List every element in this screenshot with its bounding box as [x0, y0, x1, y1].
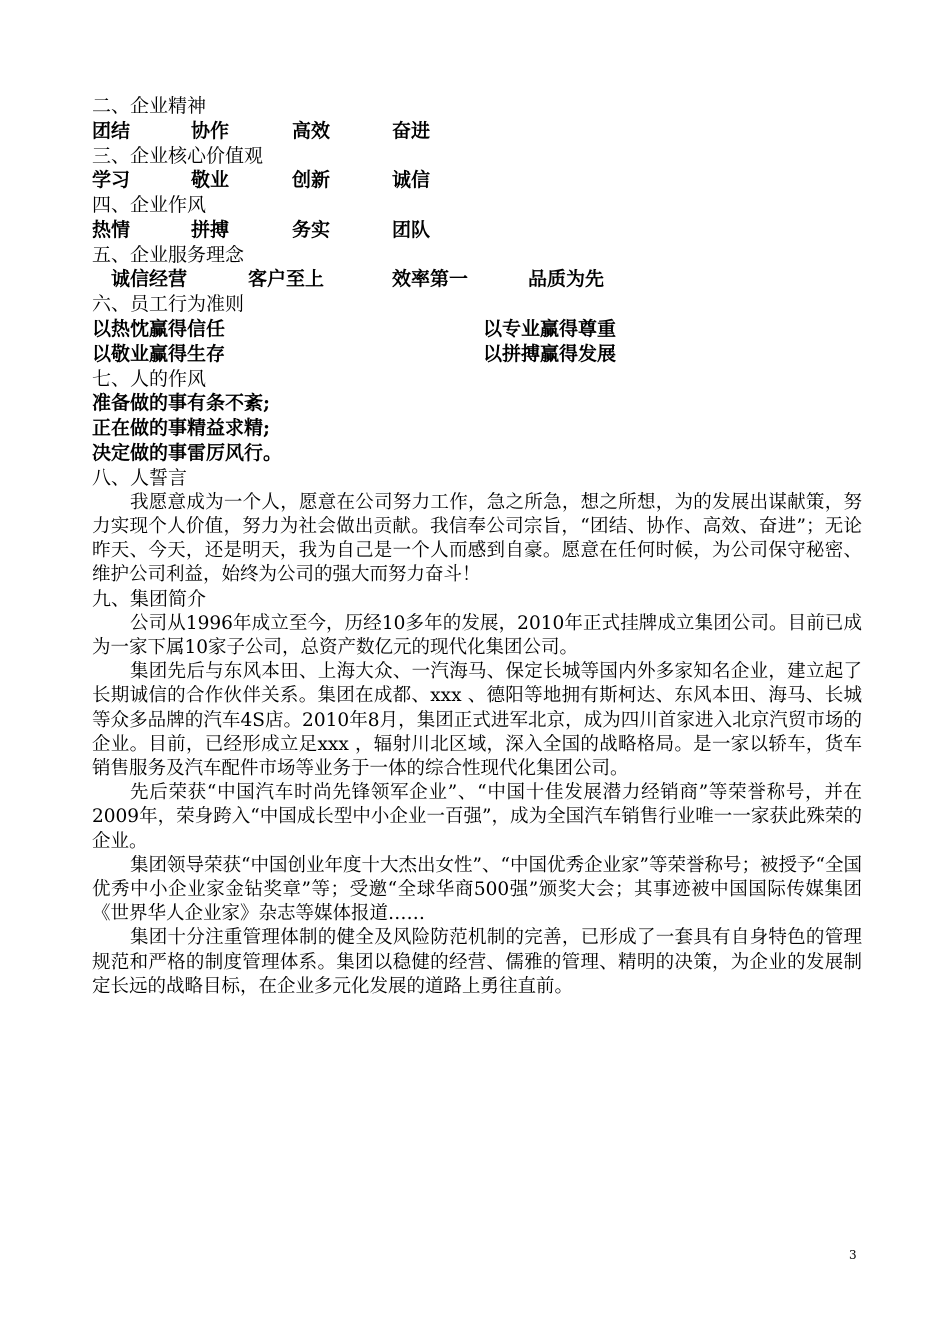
people-style-line: 准备做的事有条不紊;	[92, 392, 271, 414]
conduct-item: 以热忱赢得信任	[92, 317, 226, 340]
style-item: 务实	[292, 218, 331, 241]
style-item: 团队	[392, 218, 431, 241]
service-item: 品质为先	[528, 268, 605, 290]
spirit-item: 高效	[292, 119, 331, 142]
conduct-item: 以专业赢得尊重	[483, 317, 617, 340]
spirit-item: 团结	[92, 119, 131, 142]
values-item: 创新	[292, 169, 331, 191]
service-item: 客户至上	[248, 268, 325, 290]
oath-paragraph: 我愿意成为一个人，愿意在公司努力工作，急之所急，想之所想，为的发展出谋献策，努力实现个人价值，努力为社会做出贡献。我信奉公司宗旨，“团结、协作、高效、奋进”；无论昨天、今天，还是明天，我为自己是一个人而感到自豪。愿意在任何时候，为公司保守秘密、维护公司利益，始终为公司的强大而努力奋斗！	[92, 491, 862, 586]
intro-paragraph: 集团先后与东风本田、上海大众、一汽海马、保定长城等国内外多家知名企业，建立起了长期诚信的合作伙伴关系。集团在成都、xxx 、德阳等地拥有斯柯达、东风本田、海马、长城等众多品牌的汽车4S店。2010年8月，集团正式进军北京，成为四川首家进入北京汽贸市场的企业。目前，已经形成立足xxx ，辐射川北区域，深入全国的战略格局。是一家以轿车，货车销售服务及汽车配件市场等业务于一体的综合性现代化集团公司。	[92, 661, 862, 780]
style-item: 拼搏	[191, 218, 230, 241]
heading-employee-conduct: 六、员工行为准则	[92, 293, 245, 315]
conduct-item: 以拼搏赢得发展	[483, 342, 617, 365]
heading-group-intro: 九、集团简介	[92, 588, 207, 611]
service-item: 效率第一	[392, 268, 469, 290]
intro-paragraph: 集团十分注重管理体制的健全及风险防范机制的完善，已形成了一套具有自身特色的管理规范和严格的制度管理体系。集团以稳健的经营、儒雅的管理、精明的决策，为企业的发展制定长远的战略目标，在企业多元化发展的道路上勇往直前。	[92, 927, 862, 997]
heading-core-values: 三、企业核心价值观	[92, 144, 264, 167]
conduct-row	[92, 342, 862, 367]
style-items	[92, 218, 862, 243]
style-item: 热情	[92, 218, 131, 241]
intro-paragraph: 先后荣获“中国汽车时尚先锋领军企业”、“中国十佳发展潜力经销商”等荣誉称号，并在2009年，荣身跨入“中国成长型中小企业一百强”，成为全国汽车销售行业唯一一家获此殊荣的企业。	[92, 782, 862, 852]
conduct-row	[92, 317, 862, 342]
values-item: 学习	[92, 169, 131, 191]
heading-enterprise-spirit: 二、企业精神	[92, 95, 207, 117]
values-item: 诚信	[392, 169, 431, 191]
heading-enterprise-style: 四、企业作风	[92, 194, 207, 216]
heading-people-style: 七、人的作风	[92, 367, 207, 390]
page-content	[92, 94, 862, 999]
conduct-item: 以敬业赢得生存	[92, 342, 226, 365]
spirit-item: 协作	[191, 119, 230, 142]
people-style-line: 正在做的事精益求精;	[92, 417, 271, 439]
intro-paragraph: 公司从1996年成立至今，历经10多年的发展，2010年正式挂牌成立集团公司。目前已成为一家下属10家子公司，总资产数亿元的现代化集团公司。	[92, 612, 862, 659]
values-item: 敬业	[191, 169, 230, 191]
spirit-items	[92, 119, 862, 144]
spirit-item: 奋进	[392, 119, 431, 142]
people-style-line: 决定做的事雷厉风行。	[92, 442, 283, 464]
heading-service-philosophy: 五、企业服务理念	[92, 243, 245, 266]
page-number: 3	[849, 1248, 857, 1262]
heading-oath: 八、人誓言	[92, 467, 188, 489]
values-items	[92, 168, 862, 193]
service-item: 诚信经营	[111, 268, 188, 290]
service-items	[92, 267, 862, 292]
intro-paragraph: 集团领导荣获“中国创业年度十大杰出女性”、“中国优秀企业家”等荣誉称号；被授予“全国优秀中小企业家金钻奖章”等；受邀“全球华商500强”颁奖大会；其事迹被中国国际传媒集团《世界华人企业家》杂志等媒体报道……	[92, 854, 862, 925]
